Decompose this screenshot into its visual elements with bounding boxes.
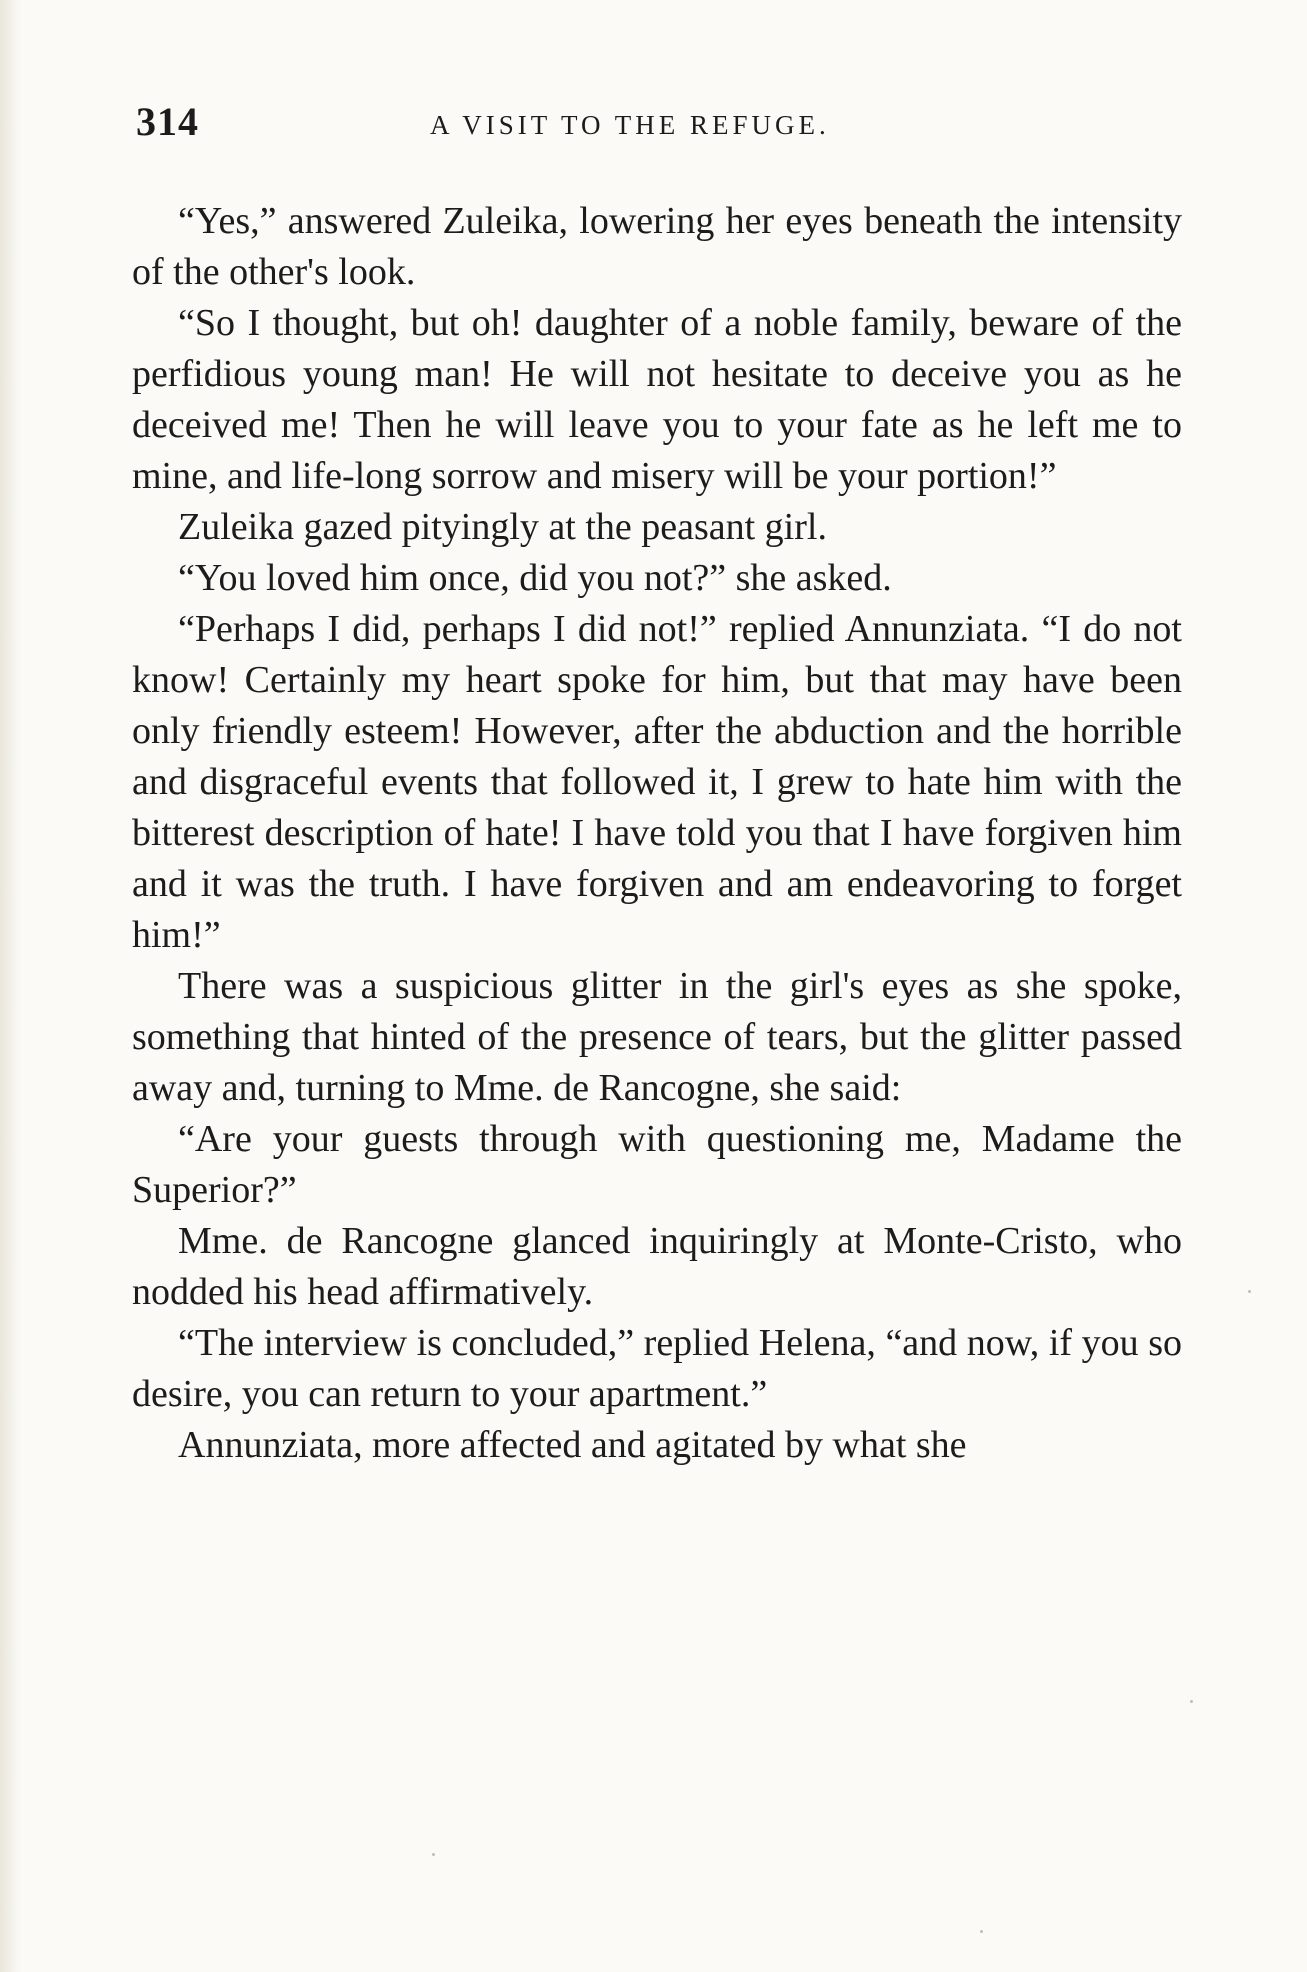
paper-speck: [1190, 1700, 1193, 1703]
page-number: 314: [136, 99, 199, 144]
paragraph: “So I thought, but oh! daughter of a noble family, beware of the perfidious young man! He will not hesitate to deceive you as he deceived me! Then he will leave you to your fate as he left me to mine, and life-long sorrow and misery will be your portion!”: [132, 302, 1182, 497]
paragraph: “The interview is concluded,” replied Helena, “and now, if you so desire, you can return to your apartment.”: [132, 1322, 1182, 1415]
paragraph: There was a suspicious glitter in the girl's eyes as she spoke, something that hinted of the presence of tears, but the glitter passed away and, turning to Mme. de Rancogne, she said:: [132, 965, 1182, 1109]
paragraph: “Yes,” answered Zuleika, lowering her eyes beneath the intensity of the other's look.: [132, 200, 1182, 293]
paper-speck: [432, 1853, 435, 1856]
paragraph: Annunziata, more affected and agitated by what she: [178, 1424, 967, 1466]
running-title: A VISIT TO THE REFUGE.: [430, 110, 830, 140]
paragraph: “Are your guests through with questioning me, Madame the Superior?”: [132, 1118, 1182, 1211]
paragraph: “You loved him once, did you not?” she asked.: [178, 557, 892, 599]
body-text: [132, 196, 1182, 1816]
paper-speck: [980, 1930, 983, 1933]
paper-speck: [1248, 1290, 1251, 1293]
paragraph: Mme. de Rancogne glanced inquiringly at Monte-Cristo, who nodded his head affirmatively.: [132, 1220, 1182, 1313]
paragraph: Zuleika gazed pityingly at the peasant girl.: [178, 506, 827, 548]
paragraph: “Perhaps I did, perhaps I did not!” replied Annunziata. “I do not know! Certainly my heart spoke for him, but that may have been only friendly esteem! However, after the abduction and the horrible and disgraceful events that followed it, I grew to hate him with the bitterest description of hate! I have told you that I have forgiven him and it was the truth. I have forgiven and am endeavoring to forget him!”: [132, 608, 1182, 956]
page-gutter-edge: [0, 0, 22, 1972]
page-header: [136, 98, 1176, 148]
